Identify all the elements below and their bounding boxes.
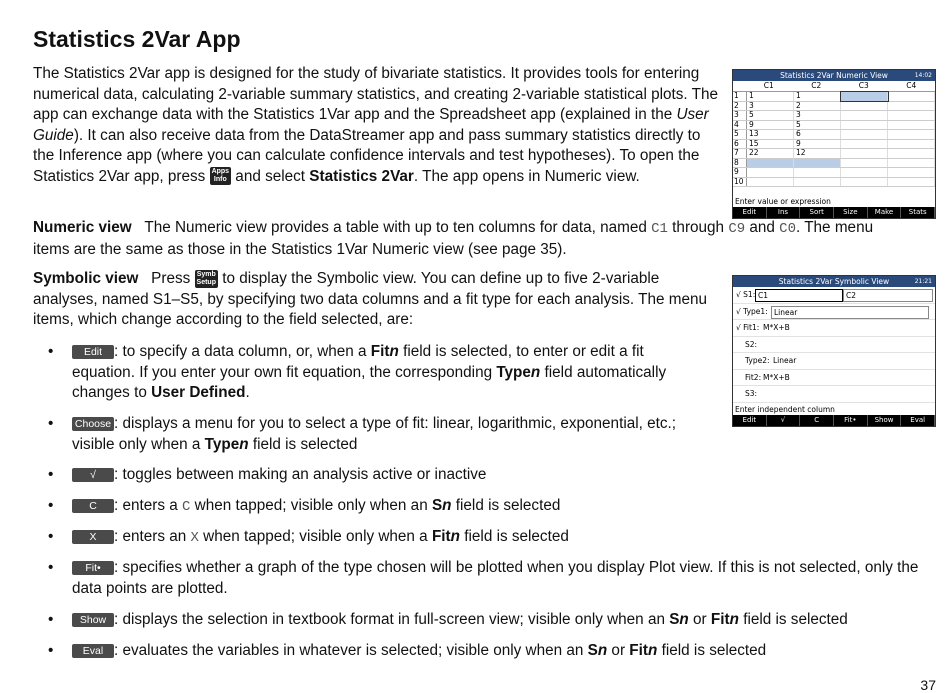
symbolic-prompt: Enter independent column xyxy=(735,405,835,414)
edit-button: Edit xyxy=(72,345,114,359)
table-cell xyxy=(888,178,935,187)
numeric-view-screenshot xyxy=(732,69,936,219)
table-cell xyxy=(794,168,841,177)
row-number: 7 xyxy=(733,149,747,158)
numeric-screen-title: Statistics 2Var Numeric View 14:02 xyxy=(733,70,935,81)
fit-button: Fit• xyxy=(72,561,114,575)
table-cell xyxy=(747,159,794,168)
row-number: 8 xyxy=(733,159,747,168)
table-row xyxy=(733,178,935,188)
clock: 21:21 xyxy=(914,278,932,285)
check-button: √ xyxy=(72,468,114,482)
numeric-view-heading: Numeric view xyxy=(33,219,132,236)
table-cell: 22 xyxy=(747,149,794,158)
table-cell xyxy=(841,140,888,149)
apps-key-icon: Apps Info xyxy=(211,168,230,184)
table-cell xyxy=(747,168,794,177)
table-cell: 5 xyxy=(794,121,841,130)
table-row xyxy=(733,149,935,159)
table-cell xyxy=(794,159,841,168)
symbolic-screen-title: Statistics 2Var Symbolic View 21:21 xyxy=(733,276,935,287)
choose-button: Choose xyxy=(72,417,114,431)
row-number: 4 xyxy=(733,121,747,130)
show-button: Show xyxy=(72,613,114,627)
table-cell xyxy=(841,178,888,187)
table-row xyxy=(733,102,935,112)
table-cell xyxy=(841,121,888,130)
numeric-table xyxy=(733,92,935,187)
bullet-marker: • xyxy=(48,642,54,659)
table-cell xyxy=(888,149,935,158)
table-row xyxy=(733,130,935,140)
table-cell: 3 xyxy=(747,102,794,111)
table-cell xyxy=(841,149,888,158)
table-cell xyxy=(794,178,841,187)
table-cell: 1 xyxy=(747,92,794,101)
row-number: 5 xyxy=(733,130,747,139)
x-button: X xyxy=(72,530,114,544)
table-cell xyxy=(841,130,888,139)
type2-row: Type2: Linear xyxy=(733,353,935,370)
table-row xyxy=(733,92,935,102)
bullet-x: X : enters an X when tapped; visible only when a Fitn field is selected xyxy=(72,527,942,549)
table-cell: 15 xyxy=(747,140,794,149)
table-row xyxy=(733,159,935,169)
page-title: Statistics 2Var App xyxy=(33,26,241,52)
table-cell: 2 xyxy=(794,102,841,111)
menu-sort: Sort xyxy=(800,207,834,218)
row-number: 9 xyxy=(733,168,747,177)
bullet-eval: Eval : evaluates the variables in whatever is selected; visible only when an Sn or Fitn field is selected xyxy=(72,641,942,662)
symbolic-menu-bar xyxy=(733,415,935,426)
eval-button: Eval xyxy=(72,644,114,658)
table-cell: 3 xyxy=(794,111,841,120)
bullet-show: Show : displays the selection in textbook format in full-screen view; visible only when an Sn or Fitn field is selected xyxy=(72,610,942,631)
menu-ins: Ins xyxy=(767,207,801,218)
symb-key-icon: Symb Setup xyxy=(196,270,216,286)
c-button: C xyxy=(72,499,114,513)
menu-size: Size xyxy=(834,207,868,218)
table-cell xyxy=(888,121,935,130)
menu-stats: Stats xyxy=(901,207,935,218)
s2-row: S2: xyxy=(733,337,935,354)
numeric-view-paragraph: Numeric view The Numeric view provides a table with up to ten columns for data, named C1 through C9 and C0. The menu items are the same as those in the Statistics 1Var Numeric view (see page 35). xyxy=(33,219,874,258)
bullet-marker: • xyxy=(48,466,54,483)
fit1-row: √ Fit1: M*X+B xyxy=(733,320,935,337)
bullet-marker: • xyxy=(48,611,54,628)
fit2-row: Fit2: M*X+B xyxy=(733,370,935,387)
bullet-marker: • xyxy=(48,415,54,432)
table-row xyxy=(733,121,935,131)
symbolic-view-paragraph: Symbolic view Press Symb Setup to display the Symbolic view. You can define up to five 2-variable analyses, named S1–S5, by specifying two data columns and a fit type for each analysis. The menu items, which change according to the field selected, are: xyxy=(33,270,708,328)
bullet-fit: Fit• : specifies whether a graph of the type chosen will be plotted when you display Plot view. If this is not selected, only the data points are plotted. xyxy=(72,559,919,597)
bullet-marker: • xyxy=(48,497,54,514)
menu-edit: Edit xyxy=(733,415,767,426)
menu-eval: Eval xyxy=(901,415,935,426)
bullet-marker: • xyxy=(48,343,54,360)
table-row xyxy=(733,140,935,150)
numeric-prompt: Enter value or expression xyxy=(735,197,831,206)
row-number: 1 xyxy=(733,92,747,101)
row-number: 10 xyxy=(733,178,747,187)
bullet-edit: Edit : to specify a data column, or, when a Fitn field is selected, to enter or edit a fit equation. If you enter your own fit equation, the corresponding Typen field automatically changes to User Defined. xyxy=(72,343,667,401)
table-cell: 5 xyxy=(747,111,794,120)
type1-row: √ Type1: Linear xyxy=(733,304,935,321)
intro-paragraph: The Statistics 2Var app is designed for the study of bivariate statistics. It provides tools for entering numerical data, calculating 2-variable summary statistics, and creating 2-variable statistical plots. The app can exchange data with the Statistics 1Var app and the Spreadsheet app (explained in the User Guide). It can also receive data from the DataStreamer app and pass summary statistics directly to the Inference app (where you can calculate confidence intervals and test hypotheses). To open the Statistics 2Var app, press Apps Info and select Statistics 2Var. The app opens in Numeric view. xyxy=(33,65,718,185)
table-cell xyxy=(841,168,888,177)
page-number: 37 xyxy=(920,677,936,693)
s1-row: √ S1: C1 C2 xyxy=(733,287,935,304)
table-cell: 6 xyxy=(794,130,841,139)
column-headers: C1 C2 C3 C4 xyxy=(733,81,935,92)
table-cell: 9 xyxy=(747,121,794,130)
bullet-choose: Choose : displays a menu for you to select a type of fit: linear, logarithmic, exponential, etc.; visible only when a Typen field is selected xyxy=(72,415,677,453)
numeric-menu-bar xyxy=(733,207,935,218)
menu-check: √ xyxy=(767,415,801,426)
table-cell: 1 xyxy=(794,92,841,101)
bullet-c: C : enters a C when tapped; visible only when an Sn field is selected xyxy=(72,496,942,518)
table-cell xyxy=(888,92,935,101)
table-cell xyxy=(888,130,935,139)
table-cell xyxy=(747,178,794,187)
menu-edit: Edit xyxy=(733,207,767,218)
bullet-marker: • xyxy=(48,528,54,545)
row-number: 6 xyxy=(733,140,747,149)
bullet-marker: • xyxy=(48,559,54,576)
table-row xyxy=(733,168,935,178)
row-number: 3 xyxy=(733,111,747,120)
table-cell xyxy=(888,159,935,168)
symbolic-view-screenshot xyxy=(732,275,936,427)
table-cell xyxy=(841,111,888,120)
table-row xyxy=(733,111,935,121)
s3-row: S3: xyxy=(733,386,935,403)
table-cell xyxy=(888,140,935,149)
table-cell xyxy=(888,102,935,111)
table-cell xyxy=(841,102,888,111)
table-cell xyxy=(888,168,935,177)
table-cell: 9 xyxy=(794,140,841,149)
table-cell xyxy=(841,159,888,168)
menu-c: C xyxy=(800,415,834,426)
clock: 14:02 xyxy=(914,72,932,79)
row-number: 2 xyxy=(733,102,747,111)
table-cell: 13 xyxy=(747,130,794,139)
table-cell: 12 xyxy=(794,149,841,158)
table-cell xyxy=(888,111,935,120)
table-cell xyxy=(841,92,888,101)
menu-make: Make xyxy=(868,207,902,218)
menu-fit: Fit• xyxy=(834,415,868,426)
menu-show: Show xyxy=(868,415,902,426)
symbolic-view-heading: Symbolic view xyxy=(33,270,139,287)
bullet-check: √ : toggles between making an analysis active or inactive xyxy=(72,465,942,486)
